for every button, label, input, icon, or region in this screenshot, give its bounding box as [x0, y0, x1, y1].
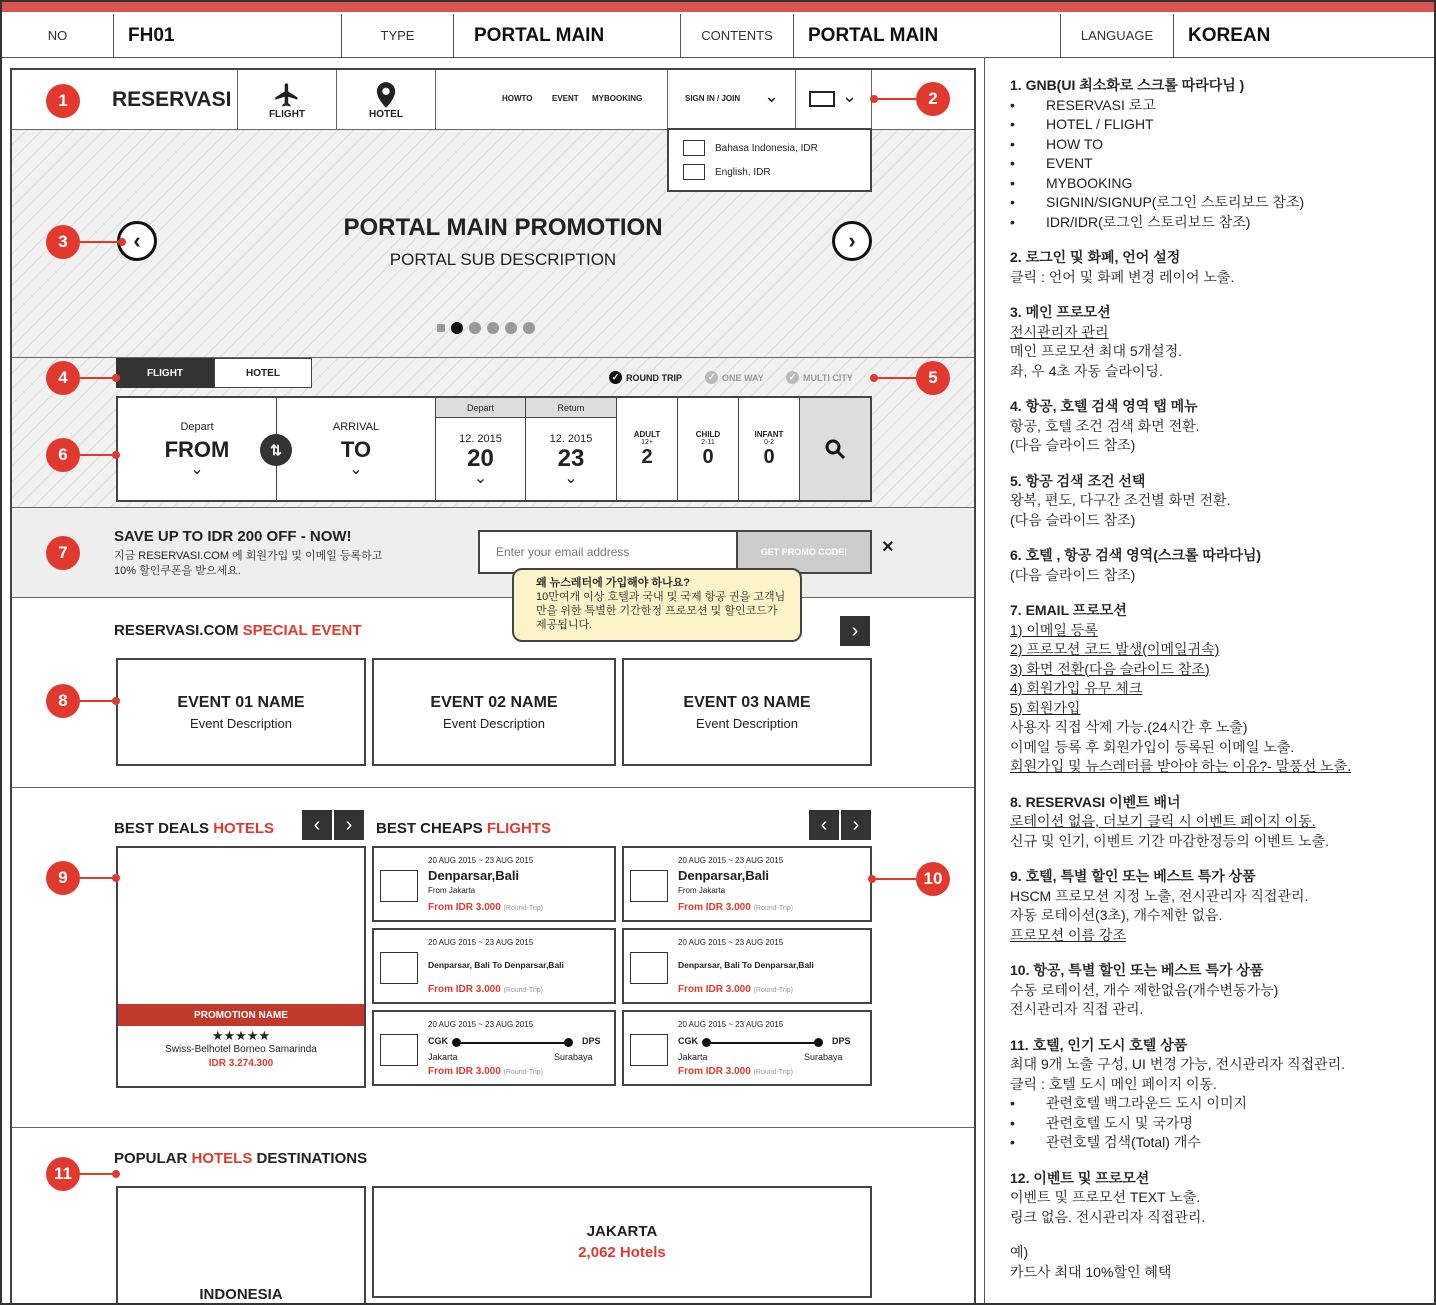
close-icon[interactable]: ×: [882, 536, 894, 558]
nav-hotel[interactable]: [337, 74, 435, 126]
badge-leader-line: [80, 454, 116, 456]
tab-flight[interactable]: FLIGHT: [116, 358, 214, 388]
note-line: 이벤트 및 프로모션 TEXT 노출.: [1010, 1189, 1201, 1205]
no-value: FH01: [114, 14, 342, 58]
destination-count: 2,062 Hotels: [578, 1244, 666, 1261]
nav-howto[interactable]: HOWTO: [502, 94, 533, 103]
event-card[interactable]: [372, 658, 616, 766]
flight-deal-card[interactable]: [372, 928, 616, 1004]
annotation-badge: 9: [46, 861, 80, 895]
get-promo-code-button[interactable]: GET PROMO CODE!: [736, 530, 872, 574]
prev-slide-button[interactable]: ‹: [117, 221, 157, 261]
return-month: 12. 2015: [549, 433, 593, 445]
flag-icon: [683, 140, 705, 156]
note-line: HSCM 프로모션 지정 노출, 전시관리자 직접관리.: [1010, 887, 1309, 904]
trip-round-label: ROUND TRIP: [626, 372, 682, 383]
flight-route: Denparsar, Bali To Denparsar,Bali: [428, 960, 564, 970]
gnb: [12, 70, 974, 130]
depart-label: Depart: [180, 421, 214, 433]
badge-leader-dot: [112, 1170, 120, 1178]
badge-leader-line: [80, 877, 116, 879]
more-events-button[interactable]: ›: [840, 616, 870, 646]
note-line: • MYBOOKING: [1010, 174, 1430, 194]
flight-thumbnail: [630, 952, 668, 984]
note-line: • RESERVASI 로고: [1010, 96, 1430, 116]
route-dot: [452, 1038, 461, 1047]
badge-leader-dot: [868, 875, 876, 883]
best-deals: [12, 788, 974, 1128]
email-promo-desc: 지금 RESERVASI.COM 에 회원가입 및 이메일 등록하고: [114, 550, 383, 562]
return-date-header: Return: [526, 398, 616, 418]
note-line: 클릭 : 호텔 도시 메인 페이지 이동.: [1010, 1075, 1217, 1092]
note-line: • 관련호텔 도시 및 국가명: [1010, 1114, 1430, 1134]
note-line: • HOTEL / FLIGHT: [1010, 115, 1430, 135]
infant-stepper[interactable]: [739, 398, 799, 500]
note-heading: 6. 호텔 , 항공 검색 영역(스크롤 따라다님): [1010, 547, 1262, 563]
email-promotion: [12, 508, 974, 598]
arrival-label: ARRIVAL: [332, 421, 380, 433]
route-dot: [564, 1038, 573, 1047]
nav-event[interactable]: EVENT: [552, 94, 579, 103]
title-part: HOTELS: [213, 820, 275, 837]
return-day: 23: [557, 445, 585, 472]
badge-leader-line: [872, 878, 916, 880]
dest-city: Surabaya: [554, 1052, 593, 1062]
note-heading: 12. 이벤트 및 프로모션: [1010, 1169, 1150, 1186]
search-section: [12, 358, 974, 508]
swap-icon[interactable]: ⇅: [260, 434, 292, 466]
title-part: FLIGHTS: [486, 820, 552, 837]
chevron-down-icon[interactable]: ⌄: [842, 86, 858, 106]
badge-leader-dot: [112, 451, 120, 459]
flight-destination: Denparsar,Bali: [678, 868, 770, 883]
type-label: TYPE: [342, 14, 454, 58]
trip-type: (Round-Trip): [753, 905, 794, 912]
search-icon: [823, 437, 847, 461]
flag-icon: [809, 91, 835, 107]
note-heading: 9. 호텔, 특별 할인 또는 베스트 특가 상품: [1010, 868, 1256, 884]
language-option[interactable]: [683, 164, 771, 180]
infant-label: INFANT: [754, 429, 784, 439]
note-heading: 8. RESERVASI 이벤트 배너: [1010, 793, 1181, 810]
flight-deal-card[interactable]: [372, 846, 616, 922]
route-dot: [814, 1038, 823, 1047]
email-promo-desc: 10% 할인쿠폰을 받으세요.: [114, 565, 241, 577]
from-field[interactable]: [118, 398, 276, 500]
next-flight-button[interactable]: ›: [841, 810, 871, 840]
spec-notes: [1010, 76, 1430, 1282]
child-label: CHILD: [695, 429, 721, 439]
annotation-badge: 4: [46, 361, 80, 395]
tab-hotel[interactable]: HOTEL: [214, 358, 312, 388]
nav-hotel-label: HOTEL: [369, 108, 403, 120]
note-line: (다음 슬라이드 참조): [1010, 511, 1136, 528]
flight-price-line: [428, 984, 543, 995]
flight-price-line: [678, 984, 793, 995]
flight-price-line: [678, 1066, 793, 1077]
slide-indicators: [437, 322, 535, 334]
note-line: 5) 회원가입: [1010, 699, 1081, 716]
title-part: DESTINATIONS: [252, 1150, 368, 1167]
hotel-price: IDR 3.274.300: [208, 1058, 274, 1069]
annotation-badge: 11: [46, 1157, 80, 1191]
adult-sub: 12+: [641, 438, 653, 446]
trip-type: (Round-Trip): [503, 1069, 544, 1076]
note-spacer: [1010, 1020, 1430, 1036]
slide-dot[interactable]: [523, 322, 535, 334]
promotion-title: PORTAL MAIN PROMOTION: [343, 214, 663, 241]
flight-thumbnail: [380, 870, 418, 902]
slide-dot[interactable]: [487, 322, 499, 334]
trip-oneway[interactable]: [705, 371, 764, 384]
note-line: 항공, 호텔 조건 검색 화면 전환.: [1010, 417, 1200, 434]
contents-label: CONTENTS: [681, 14, 794, 58]
flight-price-line: [428, 902, 543, 913]
destination-card[interactable]: [372, 1186, 872, 1298]
event-name: EVENT 01 NAME: [177, 693, 305, 711]
note-line: 메인 프로모션 최대 5개설정.: [1010, 343, 1183, 359]
flight-thumbnail: [380, 1034, 418, 1066]
search-form: [116, 396, 872, 502]
special-event: [12, 598, 974, 788]
note-spacer: [1010, 1227, 1430, 1243]
flight-price: From IDR 3.000: [678, 1066, 751, 1077]
badge-leader-line: [80, 1173, 116, 1175]
route-dot: [702, 1038, 711, 1047]
note-line: 회원가입 및 뉴스레터를 받아야 하는 이유?- 말풍선 노출.: [1010, 758, 1352, 774]
hotel-deal-card[interactable]: [116, 846, 366, 1088]
destination-card[interactable]: [116, 1186, 366, 1305]
next-hotel-button[interactable]: ›: [334, 810, 364, 840]
note-line: 4) 회원가입 유무 체크: [1010, 680, 1143, 696]
note-spacer: [1010, 287, 1430, 303]
flight-thumbnail: [630, 870, 668, 902]
origin-code: CGK: [428, 1036, 448, 1046]
note-line: 클릭 : 언어 및 화폐 변경 레이어 노출.: [1010, 268, 1235, 285]
note-spacer: [1010, 456, 1430, 472]
flight-price: From IDR 3.000: [678, 902, 751, 913]
note-line: 자동 로테이션(3초), 개수제한 없음.: [1010, 907, 1223, 923]
chevron-down-icon[interactable]: ⌄: [764, 86, 780, 106]
promotion-name: PROMOTION NAME: [118, 1004, 364, 1026]
from-value: FROM: [164, 437, 230, 462]
flight-date: 20 AUG 2015 ~ 23 AUG 2015: [678, 938, 784, 947]
origin-city: Jakarta: [678, 1052, 708, 1062]
note-spacer: [1010, 585, 1430, 601]
language-dropdown: [667, 128, 872, 192]
note-spacer: [1010, 851, 1430, 867]
check-icon: ✓: [609, 371, 622, 384]
language-value: KOREAN: [1174, 14, 1436, 58]
note-line: • 관련호텔 백그라운드 도시 이미지: [1010, 1094, 1430, 1114]
note-line: 카드사 최대 10%할인 혜택: [1010, 1263, 1172, 1280]
tooltip-title: 왜 뉴스레터에 가입해야 하나요?: [536, 577, 691, 589]
language-option-label: English, IDR: [715, 166, 771, 178]
note-line: 전시관리자 관리: [1010, 323, 1109, 340]
best-deals-hotels-title: [114, 820, 274, 837]
portal-wireframe: [10, 68, 976, 1305]
note-spacer: [1010, 530, 1430, 546]
flight-price: From IDR 3.000: [678, 984, 751, 995]
note-line: 링크 없음. 전시관리자 직접관리.: [1010, 1208, 1206, 1225]
trip-multicity-label: MULTI CITY: [803, 372, 853, 383]
column-divider: [984, 58, 985, 1305]
annotation-badge: 5: [916, 361, 950, 395]
title-part: POPULAR: [114, 1150, 192, 1167]
title-part: HOTELS: [191, 1150, 253, 1167]
title-part: SPECIAL EVENT: [242, 622, 362, 639]
trip-type: (Round-Trip): [753, 987, 794, 994]
popular-destinations: [12, 1128, 974, 1305]
prev-flight-button[interactable]: ‹: [809, 810, 839, 840]
annotation-badge: 8: [46, 684, 80, 718]
badge-leader-dot: [112, 697, 120, 705]
note-spacer: [1010, 777, 1430, 793]
flight-date: 20 AUG 2015 ~ 23 AUG 2015: [428, 1020, 534, 1029]
origin-code: CGK: [678, 1036, 698, 1046]
title-part: BEST CHEAPS: [376, 820, 487, 837]
promotion-subtitle: PORTAL SUB DESCRIPTION: [389, 250, 617, 269]
type-value: PORTAL MAIN: [454, 14, 681, 58]
infant-value: 0: [763, 445, 775, 468]
destination-name: JAKARTA: [586, 1223, 658, 1240]
note-heading: 10. 항공, 특별 할인 또는 베스트 특가 상품: [1010, 962, 1264, 978]
note-line: • HOW TO: [1010, 135, 1430, 155]
flight-thumbnail: [380, 952, 418, 984]
note-line: 예): [1010, 1244, 1029, 1260]
to-value: TO: [340, 437, 372, 462]
event-name: EVENT 03 NAME: [683, 693, 811, 711]
badge-leader-line: [874, 377, 916, 379]
badge-leader-line: [80, 700, 116, 702]
title-part: BEST DEALS: [114, 820, 214, 837]
note-line: 3) 화면 전환(다음 슬라이드 참조): [1010, 660, 1210, 677]
child-value: 0: [702, 445, 714, 468]
flight-route: Denparsar, Bali To Denparsar,Bali: [678, 960, 814, 970]
chevron-down-icon: ⌄: [473, 470, 488, 487]
event-card[interactable]: [622, 658, 872, 766]
divider: [435, 70, 436, 130]
nav-mybooking[interactable]: MYBOOKING: [592, 94, 643, 103]
annotation-badge: 1: [46, 84, 80, 118]
note-line: 로테이션 없음, 더보기 클릭 시 이벤트 페이지 이동.: [1010, 813, 1316, 829]
trip-type: (Round-Trip): [753, 1069, 794, 1076]
to-field[interactable]: [277, 398, 435, 500]
note-line: • IDR/IDR(로그인 스토리보드 참조): [1010, 213, 1430, 233]
dest-code: DPS: [582, 1036, 601, 1046]
flight-price: From IDR 3.000: [428, 902, 501, 913]
note-line: 신규 및 인기, 이벤트 기간 마감한정등의 이벤트 노출.: [1010, 832, 1330, 849]
event-desc: Event Description: [190, 715, 292, 731]
return-date[interactable]: [526, 398, 616, 500]
flight-deal-card[interactable]: [622, 846, 872, 922]
note-line: 좌, 우 4초 자동 슬라이딩.: [1010, 362, 1163, 379]
chevron-down-icon: ⌄: [349, 461, 363, 478]
badge-leader-dot: [870, 374, 878, 382]
note-line: 2) 프로모션 코드 발생(이메일귀속): [1010, 641, 1220, 657]
note-line: (다음 슬라이드 참조): [1010, 566, 1136, 583]
badge-leader-line: [80, 241, 122, 243]
note-spacer: [1010, 1153, 1430, 1169]
adult-label: ADULT: [633, 429, 661, 439]
flight-date: 20 AUG 2015 ~ 23 AUG 2015: [428, 856, 534, 865]
best-cheaps-flights-title: [376, 820, 551, 837]
note-heading: 4. 항공, 호텔 검색 영역 탭 메뉴: [1010, 398, 1198, 414]
badge-leader-dot: [112, 374, 120, 382]
child-sub: 2-11: [701, 438, 715, 446]
note-line: 1) 이메일 등록: [1010, 621, 1098, 638]
flight-date: 20 AUG 2015 ~ 23 AUG 2015: [678, 856, 784, 865]
flight-thumbnail: [630, 1034, 668, 1066]
trip-type: (Round-Trip): [503, 987, 544, 994]
tooltip-body: 10만여개 이상 호텔과 국내 및 국제 항공 권을 고객님만을 위한 특별한 기간한정 프로모션 및 할인코드가 제공됩니다.: [536, 591, 786, 631]
star-rating: ★★★★★: [211, 1028, 271, 1043]
note-spacer: [1010, 945, 1430, 961]
adult-value: 2: [641, 445, 653, 468]
dest-city: Surabaya: [804, 1052, 843, 1062]
logo[interactable]: RESERVASI: [112, 88, 232, 111]
note-spacer: [1010, 232, 1430, 248]
flight-price-line: [428, 1066, 543, 1077]
title-part: RESERVASI.COM: [114, 622, 243, 639]
note-heading: 2. 로그인 및 화폐, 언어 설정: [1010, 249, 1181, 265]
prev-hotel-button[interactable]: ‹: [302, 810, 332, 840]
slide-dot[interactable]: [505, 322, 517, 334]
event-name: EVENT 02 NAME: [430, 693, 558, 711]
flight-origin: From Jakarta: [428, 886, 476, 895]
popular-title: [114, 1150, 367, 1167]
annotation-badge: 3: [46, 225, 80, 259]
badge-leader-line: [80, 377, 116, 379]
destination-name: INDONESIA: [199, 1286, 283, 1303]
badge-leader-line: [874, 98, 916, 100]
location-pin-icon: [375, 81, 397, 109]
depart-day: 20: [467, 445, 494, 472]
origin-city: Jakarta: [428, 1052, 458, 1062]
note-line: (다음 슬라이드 참조): [1010, 437, 1136, 453]
divider: [795, 70, 796, 130]
note-heading: 7. EMAIL 프로모션: [1010, 602, 1127, 618]
note-line: 전시관리자 직접 관리.: [1010, 1001, 1144, 1017]
note-line: 사용자 직접 삭제 가능.(24시간 후 노출): [1010, 719, 1248, 735]
check-icon: ✓: [786, 371, 799, 384]
note-line: 최대 9개 노출 구성, UI 변경 가능, 전시관리자 직접관리.: [1010, 1056, 1346, 1072]
badge-leader-dot: [118, 238, 126, 246]
note-spacer: [1010, 381, 1430, 397]
badge-leader-dot: [112, 874, 120, 882]
nav-signin[interactable]: SIGN IN / JOIN: [685, 94, 741, 103]
infant-sub: 0-2: [763, 438, 775, 446]
slide-dot[interactable]: [437, 324, 445, 332]
flight-origin: From Jakarta: [678, 886, 726, 895]
hotel-name: Swiss-Belhotel Borneo Samarinda: [165, 1044, 317, 1055]
language-option-label: Bahasa Indonesia, IDR: [715, 142, 818, 154]
airplane-icon: [272, 81, 302, 109]
trip-multicity[interactable]: [786, 371, 853, 384]
trip-oneway-label: ONE WAY: [722, 372, 764, 383]
flight-date: 20 AUG 2015 ~ 23 AUG 2015: [428, 938, 534, 947]
note-line: • EVENT: [1010, 154, 1430, 174]
depart-date[interactable]: [436, 398, 525, 500]
flight-deal-card[interactable]: [372, 1010, 616, 1086]
flight-deal-card[interactable]: [622, 928, 872, 1004]
note-line: 이메일 등록 후 회원가입이 등록된 이메일 노출.: [1010, 738, 1295, 755]
route-line: [456, 1042, 566, 1044]
flight-destination: Denparsar,Bali: [428, 868, 520, 883]
special-event-title: [114, 622, 362, 639]
trip-round[interactable]: [609, 371, 682, 384]
nav-flight-label: FLIGHT: [268, 108, 306, 120]
annotation-badge: 7: [46, 536, 80, 570]
chevron-down-icon: ⌄: [564, 470, 578, 487]
flight-price-line: [678, 902, 793, 913]
slide-dot[interactable]: [469, 322, 481, 334]
flight-date: 20 AUG 2015 ~ 23 AUG 2015: [678, 1020, 784, 1029]
adult-stepper[interactable]: [617, 398, 677, 500]
note-heading: 3. 메인 프로모션: [1010, 304, 1111, 320]
note-line: • 관련호텔 검색(Total) 개수: [1010, 1133, 1430, 1153]
flight-deal-card[interactable]: [622, 1010, 872, 1086]
search-button[interactable]: [799, 398, 870, 500]
trip-type: (Round-Trip): [503, 905, 544, 912]
badge-leader-dot: [870, 95, 878, 103]
annotation-badge: 2: [916, 82, 950, 116]
note-line: • SIGNIN/SIGNUP(로그인 스토리보드 참조): [1010, 193, 1430, 213]
note-heading: 11. 호텔, 인기 도시 호텔 상품: [1010, 1036, 1188, 1053]
no-label: NO: [2, 14, 114, 58]
event-desc: Event Description: [696, 715, 798, 731]
note-line: 왕복, 편도, 다구간 조건별 화면 전환.: [1010, 492, 1231, 508]
note-line: 수동 로테이션, 개수 제한없음(개수변동가능): [1010, 981, 1279, 998]
language-label: LANGUAGE: [1061, 14, 1174, 58]
check-icon: ✓: [705, 371, 718, 384]
flag-icon: [683, 164, 705, 180]
dest-code: DPS: [832, 1036, 851, 1046]
route-line: [706, 1042, 816, 1044]
newsletter-tooltip: [512, 568, 802, 642]
top-accent-bar: [2, 2, 1436, 12]
child-stepper[interactable]: [678, 398, 738, 500]
event-card[interactable]: [116, 658, 366, 766]
slide-dot[interactable]: [451, 322, 463, 334]
event-desc: Event Description: [443, 715, 545, 731]
chevron-down-icon: ⌄: [190, 461, 204, 478]
flight-price: From IDR 3.000: [428, 984, 501, 995]
annotation-badge: 6: [46, 438, 80, 472]
contents-value: PORTAL MAIN: [794, 14, 1061, 58]
note-heading: 1. GNB(UI 최소화로 스크롤 따라다님 ): [1010, 77, 1245, 93]
email-promo-title: SAVE UP TO IDR 200 OFF - NOW!: [114, 528, 352, 545]
flight-price: From IDR 3.000: [428, 1066, 501, 1077]
note-line: 프로모션 이름 강조: [1010, 926, 1126, 943]
next-slide-button[interactable]: ›: [832, 221, 872, 261]
depart-date-header: Depart: [436, 398, 525, 418]
depart-month: 12. 2015: [459, 433, 502, 445]
note-heading: 5. 항공 검색 조건 선택: [1010, 472, 1146, 489]
language-option[interactable]: [683, 140, 818, 156]
nav-flight[interactable]: [238, 74, 336, 126]
divider: [667, 70, 668, 130]
annotation-badge: 10: [916, 862, 950, 896]
